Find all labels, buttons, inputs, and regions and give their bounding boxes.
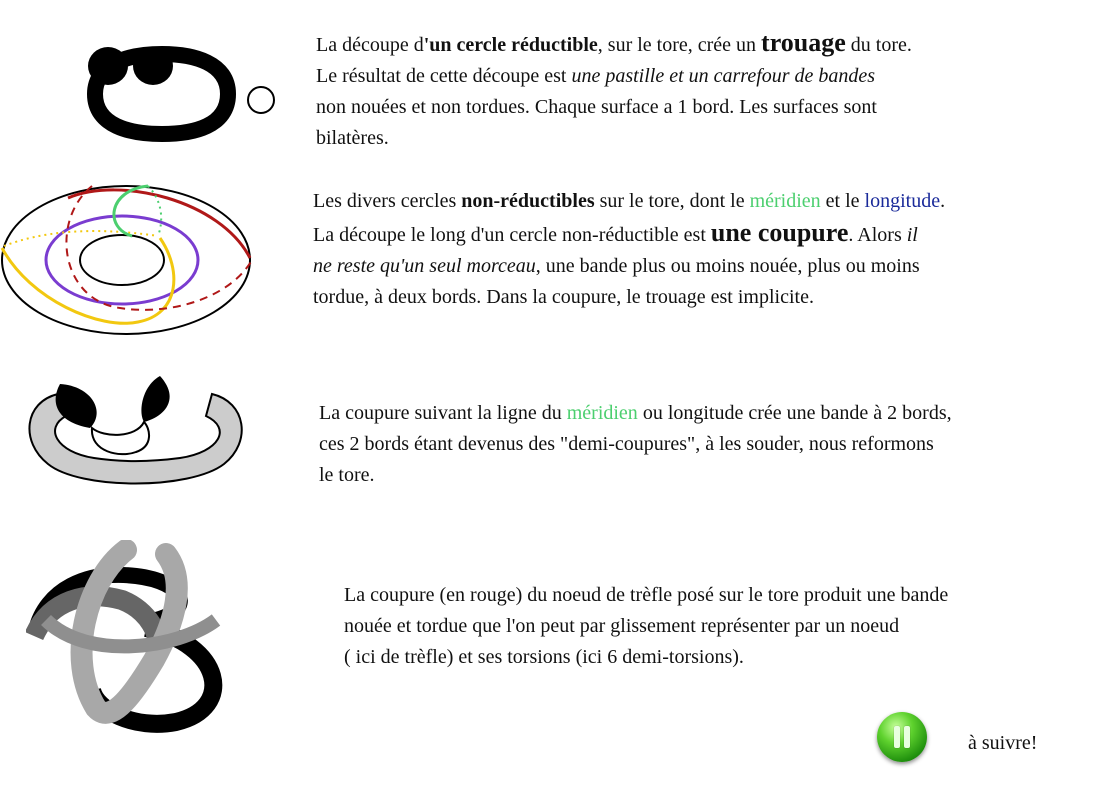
word-meridien: méridien [749, 190, 821, 212]
paragraph-meridien-cut: La coupure suivant la ligne du méridien ou longitude crée une bande à 2 bords, ces 2 bords étant devenus des "demi-coupures", à les souder, nous reformons le tore. [319, 402, 952, 486]
italic-pastille: une pastille et un carrefour de bandes [571, 65, 876, 87]
word-longitude: longitude [864, 190, 941, 212]
cut-torus-figure [20, 372, 250, 492]
bold-trouage: trouage [761, 28, 846, 57]
pause-icon-bar [904, 726, 910, 748]
trefoil-knot-band-figure [26, 540, 231, 735]
left-hole-blob [88, 47, 128, 85]
paragraph-trefoil: La coupure (en rouge) du noeud de trèfle posé sur le tore produit une bande nouée et tordue que l'on peut par glissement représenter par un noeud ( ici de trèfle) et ses torsions (ici 6 demi-torsions). [344, 584, 949, 668]
left-cut-edge [56, 384, 97, 428]
right-cut-edge [141, 376, 169, 422]
paragraph-non-reducible: Les divers cercles non-réductibles sur le tore, dont le méridien et le longitude. La découpe le long d'un cercle non-réductible est une coupure. Alors il ne reste qu'un seul morceau, une bande plus ou moins nouée, plus ou moins tordue, à deux bords. Dans la coupure, le trouage est implicite. [313, 190, 946, 308]
torus-outer-outline [2, 186, 250, 334]
pause-icon [894, 726, 900, 748]
torus-reducible-cut-figure [40, 28, 290, 148]
inner-cut-notch [92, 422, 149, 454]
bold-une-coupure: une coupure [710, 218, 849, 247]
next-button[interactable] [877, 712, 927, 762]
pastille-disc [248, 87, 274, 113]
right-hole-blob [133, 47, 173, 85]
word-meridien-2: méridien [566, 402, 638, 424]
torus-non-reducible-circles-figure [0, 180, 260, 338]
italic-seul-morceau: ne reste qu'un seul morceau [313, 255, 536, 277]
paragraph-reducible-cut: La découpe d'un cercle réductible, sur le tore, crée un trouage du tore. Le résultat de cette découpe est une pastille et un carrefour de bandes non nouées et non tordues. Chaque surface a 1 bord. Les surfaces sont bilatères. [316, 28, 912, 149]
bold-non-reductibles: non-réductibles [461, 190, 595, 212]
a-suivre-label[interactable]: à suivre! [968, 732, 1038, 754]
bold-cercle-reductible: 'un cercle réductible [423, 34, 598, 56]
